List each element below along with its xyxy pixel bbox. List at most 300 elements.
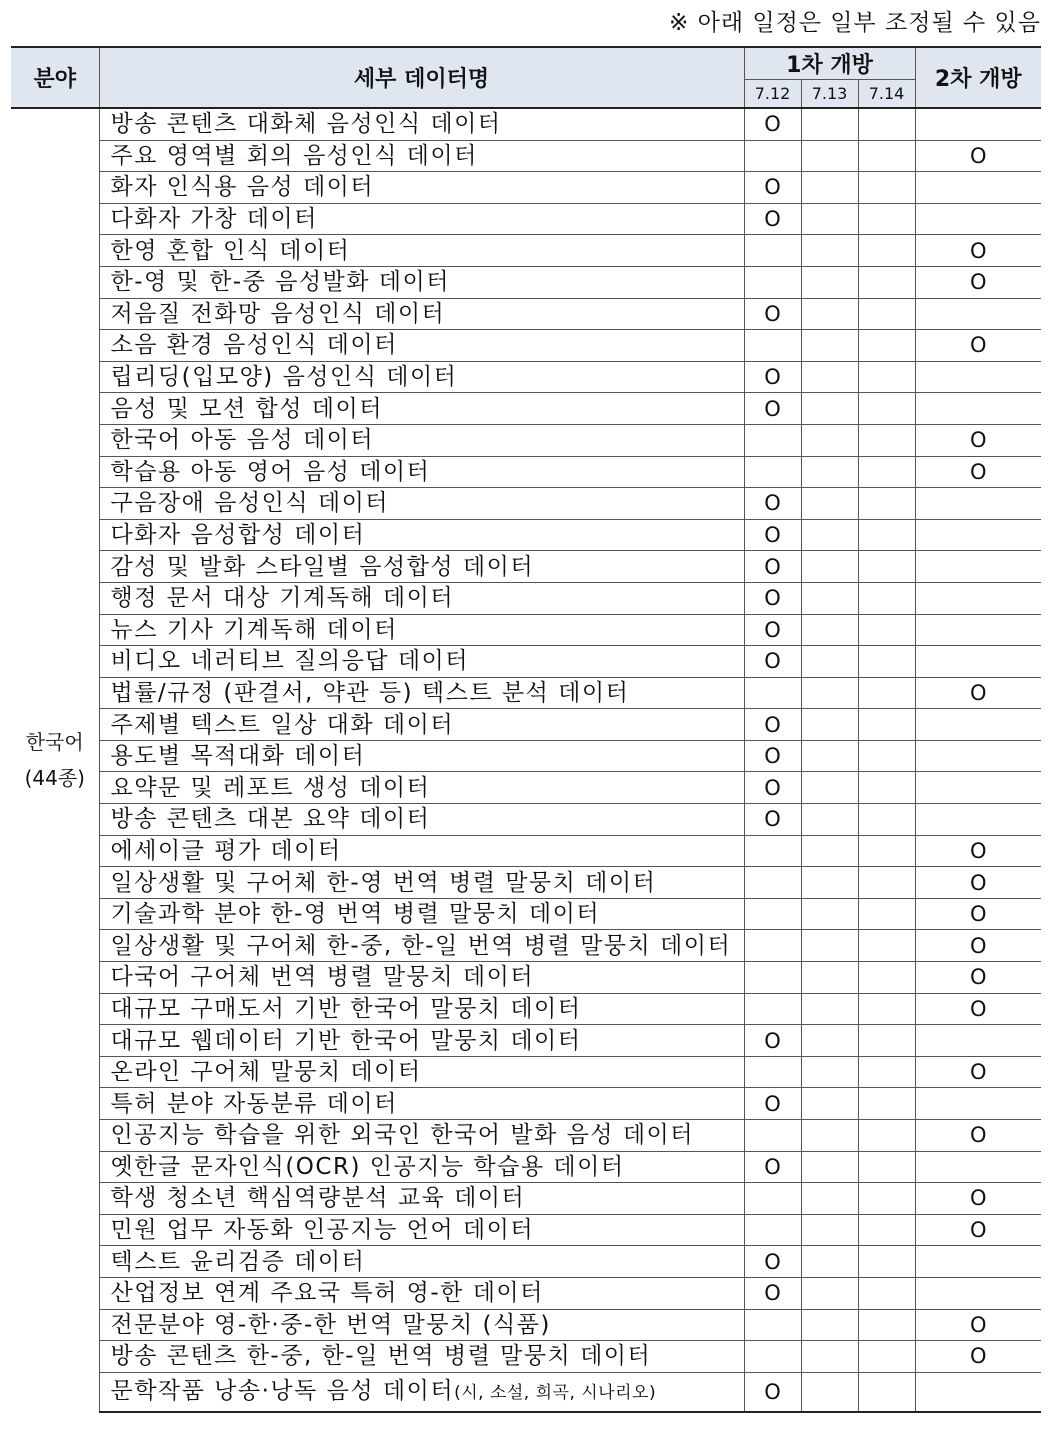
dataset-name-cell <box>99 1056 744 1088</box>
first-open-mark-d3 <box>858 740 915 772</box>
first-open-mark-d1 <box>744 835 801 867</box>
header-date-2: 7.13 <box>801 80 858 109</box>
dataset-name-cell <box>99 1372 744 1412</box>
first-open-mark-d2 <box>801 172 858 204</box>
table-row <box>11 172 1041 204</box>
dataset-name: 옛한글 문자인식(OCR) 인공지능 학습용 데이터 <box>110 1153 625 1180</box>
dataset-name-cell <box>99 424 744 456</box>
first-open-mark-d2 <box>801 108 858 140</box>
first-open-mark-d3 <box>858 1309 915 1341</box>
first-open-mark-d1: O <box>744 582 801 614</box>
first-open-mark-d3 <box>858 298 915 330</box>
first-open-mark-d3 <box>858 1341 915 1373</box>
field-cell <box>11 108 99 1412</box>
table-row <box>11 898 1041 930</box>
dataset-name-cell <box>99 108 744 140</box>
first-open-mark-d1: O <box>744 361 801 393</box>
first-open-mark-d2 <box>801 1151 858 1183</box>
first-open-mark-d1 <box>744 1341 801 1373</box>
table-row <box>11 772 1041 804</box>
first-open-mark-d2 <box>801 519 858 551</box>
second-open-mark <box>915 1088 1041 1120</box>
dataset-name: 주제별 텍스트 일상 대화 데이터 <box>110 711 455 738</box>
dataset-name: 한국어 아동 음성 데이터 <box>110 427 375 454</box>
first-open-mark-d1 <box>744 1183 801 1215</box>
dataset-name-cell <box>99 677 744 709</box>
table-row <box>11 1088 1041 1120</box>
second-open-mark: O <box>915 456 1041 488</box>
table-row <box>11 456 1041 488</box>
table-body <box>11 108 1041 1412</box>
dataset-name: 비디오 네러티브 질의응답 데이터 <box>110 648 469 675</box>
header-name: 세부 데이터명 <box>99 47 744 108</box>
second-open-mark: O <box>915 835 1041 867</box>
table-row <box>11 804 1041 836</box>
dataset-name: 화자 인식용 음성 데이터 <box>110 174 375 201</box>
dataset-name-cell <box>99 804 744 836</box>
dataset-name: 한영 혼합 인식 데이터 <box>110 237 351 264</box>
table-row <box>11 1277 1041 1309</box>
dataset-name-cell <box>99 456 744 488</box>
table-row <box>11 646 1041 678</box>
dataset-name: 소음 환경 음성인식 데이터 <box>110 332 398 359</box>
first-open-mark-d1: O <box>744 1372 801 1412</box>
second-open-mark: O <box>915 266 1041 298</box>
first-open-mark-d2 <box>801 551 858 583</box>
second-open-mark <box>915 361 1041 393</box>
first-open-mark-d2 <box>801 1056 858 1088</box>
dataset-name: 특허 분야 자동분류 데이터 <box>110 1090 398 1117</box>
first-open-mark-d1 <box>744 140 801 172</box>
dataset-name-cell <box>99 203 744 235</box>
table-row <box>11 361 1041 393</box>
dataset-name-cell <box>99 962 744 994</box>
first-open-mark-d3 <box>858 1246 915 1278</box>
second-open-mark <box>915 298 1041 330</box>
table-row <box>11 203 1041 235</box>
first-open-mark-d3 <box>858 867 915 899</box>
table-row <box>11 1309 1041 1341</box>
dataset-name-cell <box>99 361 744 393</box>
dataset-name: 감성 및 발화 스타일별 음성합성 데이터 <box>110 553 535 580</box>
second-open-mark: O <box>915 930 1041 962</box>
first-open-mark-d3 <box>858 172 915 204</box>
dataset-name: 행정 문서 대상 기계독해 데이터 <box>110 585 455 612</box>
dataset-name-cell <box>99 140 744 172</box>
table-row <box>11 740 1041 772</box>
second-open-mark: O <box>915 1183 1041 1215</box>
second-open-mark <box>915 1277 1041 1309</box>
header-second-open: 2차 개방 <box>915 47 1041 108</box>
dataset-name-cell <box>99 1246 744 1278</box>
dataset-name: 대규모 구매도서 기반 한국어 말뭉치 데이터 <box>110 995 582 1022</box>
first-open-mark-d2 <box>801 266 858 298</box>
first-open-mark-d2 <box>801 1372 858 1412</box>
dataset-name-cell <box>99 172 744 204</box>
first-open-mark-d2 <box>801 709 858 741</box>
first-open-mark-d2 <box>801 582 858 614</box>
table-header <box>11 47 1041 108</box>
first-open-mark-d3 <box>858 488 915 520</box>
second-open-mark: O <box>915 1120 1041 1152</box>
dataset-name-cell <box>99 266 744 298</box>
dataset-name: 뉴스 기사 기계독해 데이터 <box>110 616 398 643</box>
dataset-name-cell <box>99 582 744 614</box>
dataset-name: 텍스트 윤리검증 데이터 <box>110 1248 366 1275</box>
first-open-mark-d3 <box>858 1372 915 1412</box>
second-open-mark: O <box>915 898 1041 930</box>
first-open-mark-d3 <box>858 1056 915 1088</box>
first-open-mark-d3 <box>858 677 915 709</box>
first-open-mark-d3 <box>858 266 915 298</box>
first-open-mark-d2 <box>801 330 858 362</box>
first-open-mark-d3 <box>858 1183 915 1215</box>
second-open-mark: O <box>915 1341 1041 1373</box>
table-row <box>11 1246 1041 1278</box>
first-open-mark-d1: O <box>744 488 801 520</box>
dataset-name-cell <box>99 1183 744 1215</box>
dataset-name: 전문분야 영-한·중-한 번역 말뭉치 (식품) <box>110 1311 551 1338</box>
first-open-mark-d2 <box>801 740 858 772</box>
table-row <box>11 582 1041 614</box>
first-open-mark-d1: O <box>744 1151 801 1183</box>
first-open-mark-d3 <box>858 1277 915 1309</box>
dataset-name-cell <box>99 709 744 741</box>
first-open-mark-d2 <box>801 393 858 425</box>
dataset-name: 요약문 및 레포트 생성 데이터 <box>110 774 431 801</box>
table-row <box>11 140 1041 172</box>
first-open-mark-d3 <box>858 930 915 962</box>
second-open-mark: O <box>915 1309 1041 1341</box>
dataset-name-cell <box>99 1088 744 1120</box>
first-open-mark-d2 <box>801 646 858 678</box>
first-open-mark-d2 <box>801 614 858 646</box>
first-open-mark-d3 <box>858 582 915 614</box>
table-row <box>11 235 1041 267</box>
first-open-mark-d1: O <box>744 709 801 741</box>
dataset-name-suffix: (시, 소설, 희곡, 시나리오) <box>454 1382 657 1403</box>
first-open-mark-d2 <box>801 424 858 456</box>
first-open-mark-d2 <box>801 298 858 330</box>
dataset-name: 구음장애 음성인식 데이터 <box>110 490 390 517</box>
dataset-name-cell <box>99 930 744 962</box>
first-open-mark-d1: O <box>744 1277 801 1309</box>
dataset-name-cell <box>99 993 744 1025</box>
header-field: 분야 <box>11 47 99 108</box>
first-open-mark-d2 <box>801 488 858 520</box>
second-open-mark: O <box>915 1214 1041 1246</box>
first-open-mark-d3 <box>858 772 915 804</box>
second-open-mark <box>915 172 1041 204</box>
dataset-name-cell <box>99 740 744 772</box>
dataset-name-cell <box>99 1214 744 1246</box>
second-open-mark <box>915 488 1041 520</box>
table-row <box>11 424 1041 456</box>
first-open-mark-d3 <box>858 614 915 646</box>
first-open-mark-d3 <box>858 393 915 425</box>
table-row <box>11 1025 1041 1057</box>
first-open-mark-d1 <box>744 1056 801 1088</box>
first-open-mark-d1 <box>744 235 801 267</box>
dataset-name: 산업정보 연계 주요국 특허 영-한 데이터 <box>110 1280 544 1307</box>
dataset-name-cell <box>99 1025 744 1057</box>
dataset-name-cell <box>99 551 744 583</box>
dataset-name: 에세이글 평가 데이터 <box>110 837 342 864</box>
first-open-mark-d2 <box>801 1088 858 1120</box>
dataset-name: 립리딩(입모양) 음성인식 데이터 <box>110 364 458 391</box>
dataset-name: 음성 및 모션 합성 데이터 <box>110 395 383 422</box>
table-row <box>11 1056 1041 1088</box>
first-open-mark-d1 <box>744 677 801 709</box>
dataset-name: 대규모 웹데이터 기반 한국어 말뭉치 데이터 <box>110 1027 582 1054</box>
dataset-name-cell <box>99 1120 744 1152</box>
first-open-mark-d1 <box>744 1214 801 1246</box>
first-open-mark-d3 <box>858 835 915 867</box>
dataset-name-cell <box>99 1309 744 1341</box>
first-open-mark-d3 <box>858 646 915 678</box>
dataset-name: 기술과학 분야 한-영 번역 병렬 말뭉치 데이터 <box>110 901 601 928</box>
dataset-name-cell <box>99 646 744 678</box>
second-open-mark <box>915 804 1041 836</box>
header-date-1: 7.12 <box>744 80 801 109</box>
first-open-mark-d1: O <box>744 1025 801 1057</box>
second-open-mark: O <box>915 962 1041 994</box>
table-row <box>11 108 1041 140</box>
field-name: 한국어 <box>25 730 84 755</box>
first-open-mark-d1: O <box>744 108 801 140</box>
second-open-mark: O <box>915 993 1041 1025</box>
first-open-mark-d2 <box>801 1183 858 1215</box>
dataset-name: 학생 청소년 핵심역량분석 교육 데이터 <box>110 1185 526 1212</box>
first-open-mark-d1: O <box>744 172 801 204</box>
dataset-name-cell <box>99 1341 744 1373</box>
first-open-mark-d1 <box>744 456 801 488</box>
second-open-mark <box>915 1372 1041 1412</box>
first-open-mark-d3 <box>858 551 915 583</box>
table-row <box>11 488 1041 520</box>
first-open-mark-d1: O <box>744 551 801 583</box>
first-open-mark-d1: O <box>744 298 801 330</box>
first-open-mark-d3 <box>858 1120 915 1152</box>
table-row <box>11 709 1041 741</box>
first-open-mark-d2 <box>801 1214 858 1246</box>
table-row <box>11 1120 1041 1152</box>
table-row <box>11 330 1041 362</box>
first-open-mark-d3 <box>858 235 915 267</box>
table-row <box>11 993 1041 1025</box>
table-row <box>11 1214 1041 1246</box>
table-row <box>11 835 1041 867</box>
second-open-mark: O <box>915 330 1041 362</box>
first-open-mark-d1 <box>744 898 801 930</box>
table-row <box>11 1372 1041 1412</box>
table-row <box>11 1151 1041 1183</box>
first-open-mark-d2 <box>801 677 858 709</box>
first-open-mark-d1: O <box>744 1246 801 1278</box>
dataset-name: 방송 콘텐츠 한-중, 한-일 번역 병렬 말뭉치 데이터 <box>110 1343 652 1370</box>
dataset-name: 용도별 목적대화 데이터 <box>110 743 366 770</box>
first-open-mark-d3 <box>858 424 915 456</box>
second-open-mark <box>915 1025 1041 1057</box>
dataset-name-cell <box>99 330 744 362</box>
dataset-name: 저음질 전화망 음성인식 데이터 <box>110 300 446 327</box>
table-row <box>11 1341 1041 1373</box>
first-open-mark-d3 <box>858 962 915 994</box>
dataset-name: 온라인 구어체 말뭉치 데이터 <box>110 1059 422 1086</box>
table-row <box>11 614 1041 646</box>
first-open-mark-d3 <box>858 1025 915 1057</box>
dataset-name: 방송 콘텐츠 대본 요약 데이터 <box>110 806 431 833</box>
first-open-mark-d2 <box>801 867 858 899</box>
first-open-mark-d2 <box>801 456 858 488</box>
first-open-mark-d3 <box>858 361 915 393</box>
dataset-name-cell <box>99 519 744 551</box>
dataset-name-cell <box>99 898 744 930</box>
first-open-mark-d3 <box>858 519 915 551</box>
dataset-name: 다화자 가창 데이터 <box>110 206 318 233</box>
first-open-mark-d3 <box>858 456 915 488</box>
dataset-name-cell <box>99 614 744 646</box>
dataset-name: 일상생활 및 구어체 한-중, 한-일 번역 병렬 말뭉치 데이터 <box>110 932 732 959</box>
dataset-name: 주요 영역별 회의 음성인식 데이터 <box>110 142 478 169</box>
dataset-name-cell <box>99 1277 744 1309</box>
first-open-mark-d2 <box>801 835 858 867</box>
dataset-name: 다화자 음성합성 데이터 <box>110 522 366 549</box>
table-row <box>11 677 1041 709</box>
dataset-name-cell <box>99 235 744 267</box>
first-open-mark-d3 <box>858 898 915 930</box>
first-open-mark-d1 <box>744 330 801 362</box>
second-open-mark <box>915 614 1041 646</box>
first-open-mark-d2 <box>801 962 858 994</box>
first-open-mark-d2 <box>801 361 858 393</box>
first-open-mark-d3 <box>858 1214 915 1246</box>
first-open-mark-d1: O <box>744 646 801 678</box>
first-open-mark-d3 <box>858 330 915 362</box>
first-open-mark-d1 <box>744 266 801 298</box>
second-open-mark: O <box>915 140 1041 172</box>
first-open-mark-d2 <box>801 1025 858 1057</box>
second-open-mark <box>915 740 1041 772</box>
header-first-open: 1차 개방 <box>744 47 915 80</box>
first-open-mark-d1: O <box>744 519 801 551</box>
first-open-mark-d1 <box>744 962 801 994</box>
first-open-mark-d2 <box>801 203 858 235</box>
first-open-mark-d3 <box>858 203 915 235</box>
dataset-name: 일상생활 및 구어체 한-영 번역 병렬 말뭉치 데이터 <box>110 869 657 896</box>
second-open-mark <box>915 772 1041 804</box>
first-open-mark-d2 <box>801 235 858 267</box>
dataset-name-cell <box>99 298 744 330</box>
dataset-name-cell <box>99 772 744 804</box>
second-open-mark <box>915 646 1041 678</box>
dataset-name: 문학작품 낭송·낭독 음성 데이터 <box>110 1377 455 1404</box>
second-open-mark <box>915 1246 1041 1278</box>
dataset-name: 민원 업무 자동화 인공지능 언어 데이터 <box>110 1217 535 1244</box>
first-open-mark-d1: O <box>744 393 801 425</box>
second-open-mark <box>915 108 1041 140</box>
first-open-mark-d1: O <box>744 203 801 235</box>
dataset-name: 법률/규정 (판결서, 약관 등) 텍스트 분석 데이터 <box>110 679 630 706</box>
dataset-name-cell <box>99 1151 744 1183</box>
first-open-mark-d1 <box>744 867 801 899</box>
first-open-mark-d3 <box>858 1088 915 1120</box>
first-open-mark-d2 <box>801 930 858 962</box>
first-open-mark-d2 <box>801 898 858 930</box>
dataset-name-cell <box>99 393 744 425</box>
table-row <box>11 1183 1041 1215</box>
first-open-mark-d2 <box>801 1277 858 1309</box>
first-open-mark-d1: O <box>744 614 801 646</box>
second-open-mark: O <box>915 424 1041 456</box>
first-open-mark-d2 <box>801 804 858 836</box>
first-open-mark-d1: O <box>744 1088 801 1120</box>
first-open-mark-d1 <box>744 930 801 962</box>
dataset-name: 다국어 구어체 번역 병렬 말뭉치 데이터 <box>110 964 535 991</box>
dataset-name-cell <box>99 488 744 520</box>
table-row <box>11 393 1041 425</box>
second-open-mark: O <box>915 867 1041 899</box>
dataset-name: 방송 콘텐츠 대화체 음성인식 데이터 <box>110 111 502 138</box>
second-open-mark <box>915 709 1041 741</box>
dataset-name: 인공지능 학습을 위한 외국인 한국어 발화 음성 데이터 <box>110 1122 694 1149</box>
second-open-mark: O <box>915 1056 1041 1088</box>
table-row <box>11 962 1041 994</box>
first-open-mark-d1: O <box>744 772 801 804</box>
dataset-name: 한-영 및 한-중 음성발화 데이터 <box>110 269 450 296</box>
second-open-mark <box>915 393 1041 425</box>
dataset-name-cell <box>99 835 744 867</box>
first-open-mark-d3 <box>858 108 915 140</box>
table-row <box>11 867 1041 899</box>
field-count: (44종) <box>24 766 85 791</box>
first-open-mark-d1 <box>744 1120 801 1152</box>
table-row <box>11 266 1041 298</box>
table-row <box>11 551 1041 583</box>
first-open-mark-d1: O <box>744 804 801 836</box>
first-open-mark-d2 <box>801 1341 858 1373</box>
first-open-mark-d3 <box>858 1151 915 1183</box>
dataset-name-cell <box>99 867 744 899</box>
first-open-mark-d2 <box>801 1246 858 1278</box>
table-row <box>11 519 1041 551</box>
second-open-mark <box>915 203 1041 235</box>
first-open-mark-d3 <box>858 804 915 836</box>
second-open-mark <box>915 582 1041 614</box>
first-open-mark-d2 <box>801 772 858 804</box>
header-date-3: 7.14 <box>858 80 915 109</box>
first-open-mark-d2 <box>801 993 858 1025</box>
second-open-mark: O <box>915 677 1041 709</box>
first-open-mark-d2 <box>801 1120 858 1152</box>
first-open-mark-d1 <box>744 424 801 456</box>
first-open-mark-d1 <box>744 1309 801 1341</box>
second-open-mark <box>915 551 1041 583</box>
schedule-note: ※ 아래 일정은 일부 조정될 수 있음 <box>669 10 1041 36</box>
first-open-mark-d3 <box>858 709 915 741</box>
second-open-mark: O <box>915 235 1041 267</box>
second-open-mark <box>915 519 1041 551</box>
table-row <box>11 930 1041 962</box>
dataset-name: 학습용 아동 영어 음성 데이터 <box>110 458 431 485</box>
table-row <box>11 298 1041 330</box>
first-open-mark-d1: O <box>744 740 801 772</box>
first-open-mark-d2 <box>801 1309 858 1341</box>
first-open-mark-d1 <box>744 993 801 1025</box>
first-open-mark-d3 <box>858 993 915 1025</box>
first-open-mark-d2 <box>801 140 858 172</box>
dataset-table <box>11 46 1041 1413</box>
